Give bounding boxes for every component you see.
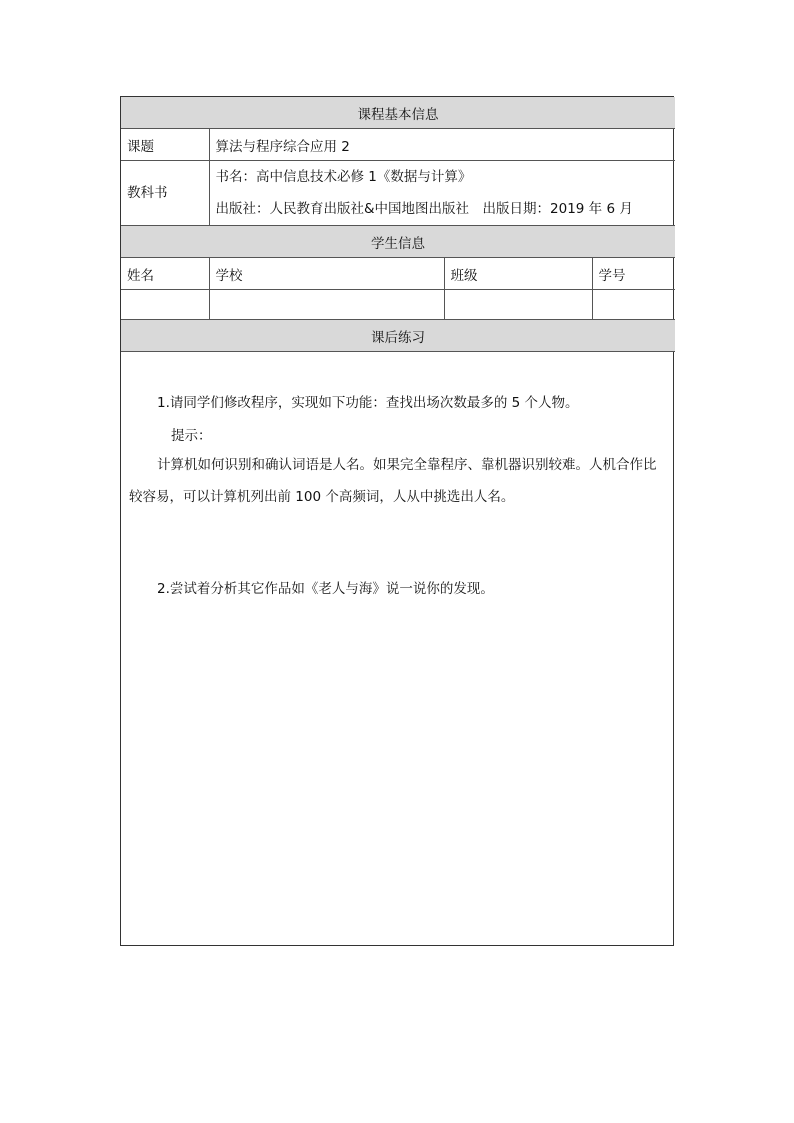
textbook-name: 书名：高中信息技术必修 1《数据与计算》 <box>215 169 472 185</box>
name-value-cell[interactable] <box>121 290 209 320</box>
question-2: 2.尝试着分析其它作品如《老人与海》说一说你的发现。 <box>157 581 494 597</box>
exercise-header: 课后练习 <box>121 320 675 352</box>
student-info-header-row <box>121 226 675 258</box>
question-1: 1.请同学们修改程序，实现如下功能：查找出场次数最多的 5 个人物。 <box>157 395 579 411</box>
topic-label: 课题 <box>121 129 209 161</box>
textbook-details <box>209 161 675 226</box>
hint-text: 计算机如何识别和确认词语是人名。如果完全靠程序、靠机器识别较难。人机合作比较容易，可以计算机列出前 100 个高频词，人从中挑选出人名。 <box>129 457 657 505</box>
textbook-row <box>121 161 675 226</box>
course-info-header: 课程基本信息 <box>121 97 675 129</box>
exercise-header-row <box>121 320 675 352</box>
worksheet-table <box>120 96 674 946</box>
student-info-header: 学生信息 <box>121 226 675 258</box>
school-value-cell[interactable] <box>209 290 444 320</box>
name-column-label: 姓名 <box>121 258 209 290</box>
hint-label: 提示： <box>171 428 212 444</box>
textbook-label: 教科书 <box>121 161 209 226</box>
exercise-body <box>121 353 673 945</box>
student-id-column-label: 学号 <box>592 258 675 290</box>
class-column-label: 班级 <box>444 258 592 290</box>
student-values-row <box>121 290 675 320</box>
student-id-value-cell[interactable] <box>592 290 675 320</box>
student-columns-row <box>121 258 675 290</box>
class-value-cell[interactable] <box>444 290 592 320</box>
textbook-publisher: 出版社：人民教育出版社&中国地图出版社 出版日期：2019 年 6 月 <box>215 201 633 217</box>
course-info-header-row <box>121 97 675 129</box>
topic-row <box>121 129 675 161</box>
info-table <box>121 97 675 352</box>
school-column-label: 学校 <box>209 258 444 290</box>
topic-value: 算法与程序综合应用 2 <box>209 129 675 161</box>
